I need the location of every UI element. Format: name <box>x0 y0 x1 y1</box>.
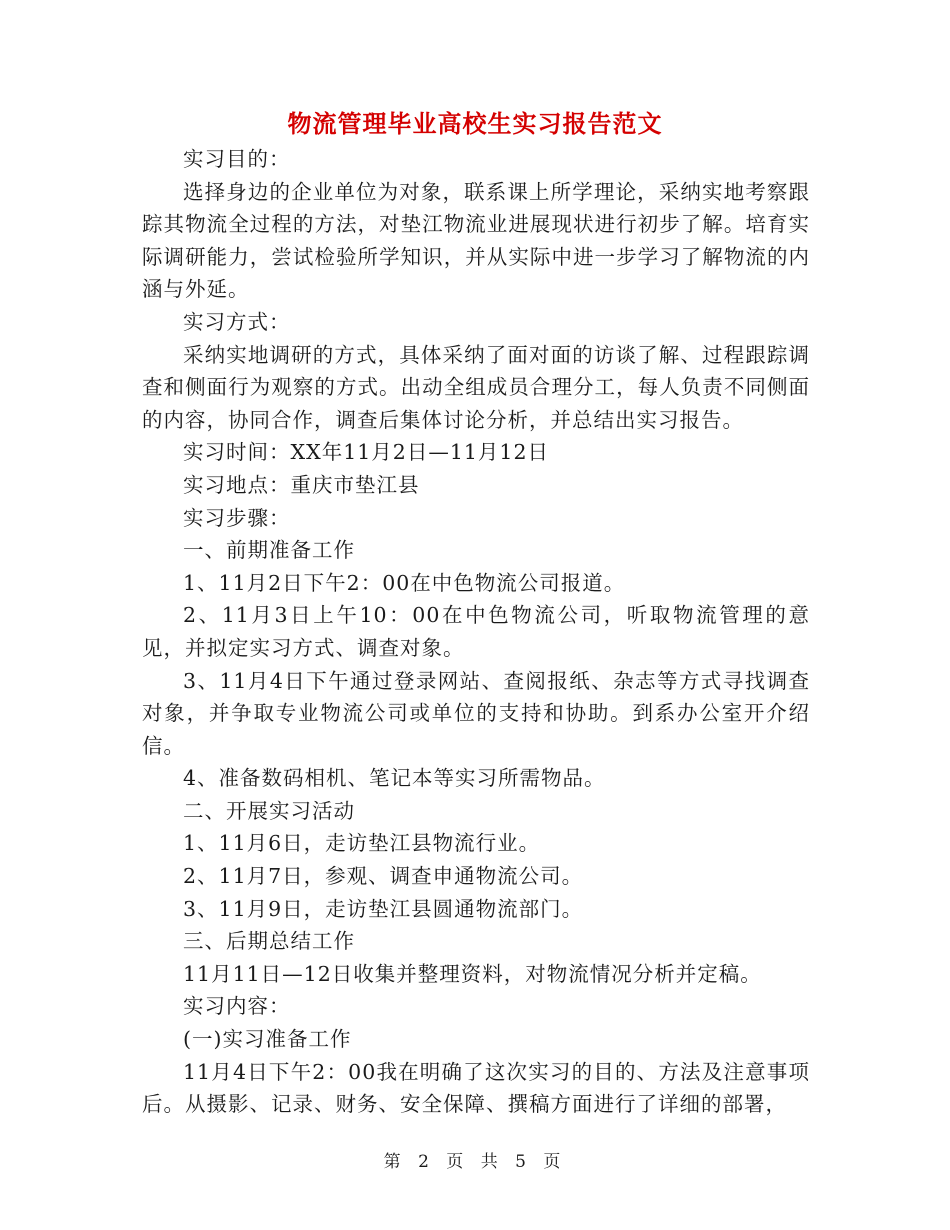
section-heading: (一)实习准备工作 <box>183 1027 352 1052</box>
paragraph: 实习方式： <box>183 309 291 334</box>
paragraph: 采纳实地调研的方式，具体采纳了面对面的访谈了解、过程跟踪调查和侧面行为观察的方式。出动全组成员合理分工，每人负责不同侧面的内容，协同合作，调查后集体讨论分析，并总结出实习报告。 <box>142 342 810 432</box>
paragraph: 实习目的： <box>183 147 291 171</box>
paragraph: 1、11月2日下午2：00在中色物流公司报道。 <box>183 570 626 595</box>
paragraph: 2、11月7日，参观、调查申通物流公司。 <box>183 864 584 889</box>
paragraph: 实习内容： <box>183 994 291 1019</box>
paragraph: 11月4日下午2：00我在明确了这次实习的目的、方法及注意事项后。从摄影、记录、财务、安全保障、撰稿方面进行了详细的部署， <box>142 1059 810 1117</box>
section-heading: 三、后期总结工作 <box>183 929 355 954</box>
paragraph: 4、准备数码相机、笔记本等实习所需物品。 <box>183 766 606 791</box>
paragraph: 选择身边的企业单位为对象，联系课上所学理论，采纳实地考察跟踪其物流全过程的方法，对垫江物流业进展现状进行初步了解。培育实际调研能力，尝试检验所学知识，并从实际中进一步学习了解物流的内涵与外延。 <box>142 179 810 302</box>
paragraph: 3、11月9日，走访垫江县圆通物流部门。 <box>183 896 584 921</box>
paragraph: 实习地点：重庆市垫江县 <box>183 472 420 497</box>
paragraph: 1、11月6日，走访垫江县物流行业。 <box>183 831 541 856</box>
paragraph: 实习步骤： <box>183 505 291 530</box>
paragraph: 3、11月4日下午通过登录网站、查阅报纸、杂志等方式寻找调查对象，并争取专业物流公司或单位的支持和协助。到系办公室开介绍信。 <box>142 668 810 758</box>
section-heading: 二、开展实习活动 <box>183 798 355 823</box>
paragraph: 2、11月3日上午10：00在中色物流公司，听取物流管理的意见，并拟定实习方式、调查对象。 <box>142 603 810 660</box>
document-body <box>142 143 810 1121</box>
document-title: 物流管理毕业高校生实习报告范文 <box>287 109 663 138</box>
paragraph: 实习时间：XX年11月2日—11月12日 <box>183 440 549 465</box>
section-heading: 一、前期准备工作 <box>183 538 355 563</box>
page-number-footer: 第 2 页 共 5 页 <box>383 1152 567 1172</box>
paragraph: 11月11日—12日收集并整理资料，对物流情况分析并定稿。 <box>183 961 762 986</box>
